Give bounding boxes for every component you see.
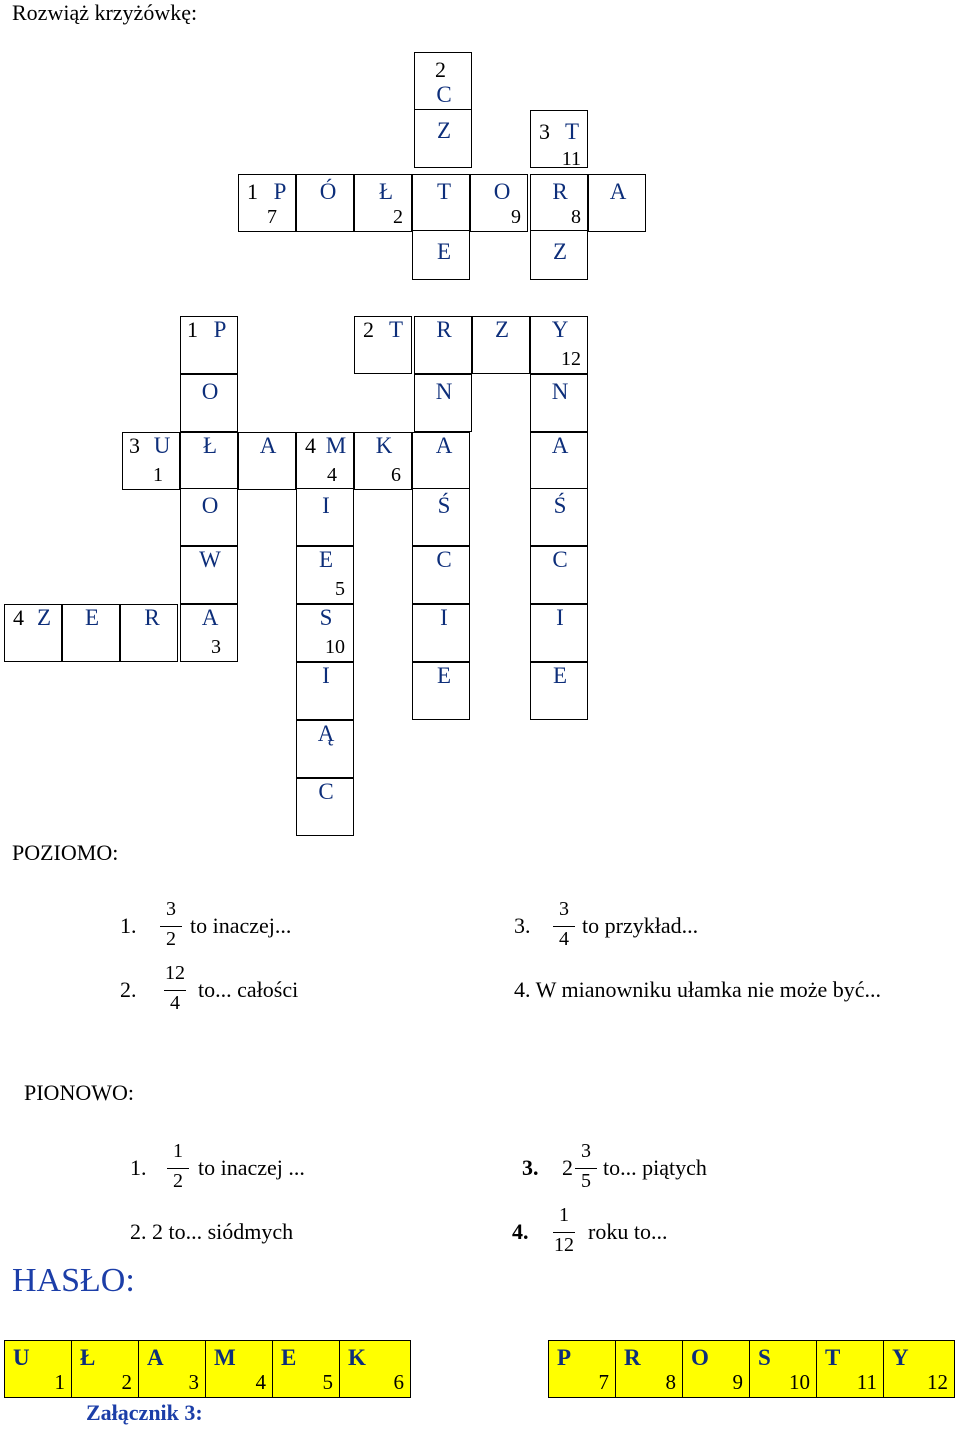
cell-letter: N [551,379,569,404]
password-letter: S [758,1345,771,1370]
numerator: 1 [559,1204,569,1226]
solution-number: 4 [327,464,337,486]
fraction-bar [160,926,182,927]
clue-number: 2. [120,977,137,1002]
crossword-cell[interactable] [296,720,354,778]
crossword-cell[interactable] [530,110,588,168]
solution-number: 6 [391,464,401,486]
cell-letter: A [609,179,627,204]
clue-number: 1. [120,913,137,938]
cell-letter: O [493,179,511,204]
password-number: 1 [54,1370,65,1394]
denominator: 12 [554,1234,574,1256]
solution-number: 1 [153,464,163,486]
clue-number: 1. [130,1155,147,1180]
cell-letter: C [552,547,568,572]
solution-number: 9 [511,206,521,228]
page-title: Rozwiąż krzyżówkę: [12,0,198,25]
clue-text: to inaczej ... [198,1155,305,1180]
cell-letter: P [213,317,227,342]
crossword-cell[interactable] [180,546,238,604]
cell-letter: Y [551,317,569,342]
password-cell[interactable] [272,1340,340,1398]
clue-text: to... piątych [603,1155,707,1180]
numerator: 1 [173,1140,183,1162]
crossword-cell[interactable] [122,432,180,490]
crossword-cell[interactable] [414,374,472,432]
numerator: 3 [166,898,176,920]
fraction-bar [575,1168,597,1169]
crossword-cell[interactable] [412,546,470,604]
cell-letter: Ł [202,433,218,458]
denominator: 2 [166,928,176,950]
crossword-cell[interactable] [530,488,588,546]
clue-number: 2 [435,57,446,82]
password-number: 6 [393,1370,404,1394]
crossword-cell[interactable] [412,604,470,662]
clue-number: 3. [522,1155,539,1180]
cell-letter: E [436,663,452,688]
numerator: 3 [559,898,569,920]
pionowo-clue-2: 2. 2 to... siódmych [130,1219,294,1244]
crossword-cell[interactable] [296,546,354,604]
clue-number: 1 [187,317,198,342]
crossword-cell[interactable] [412,662,470,720]
cell-letter: R [144,605,160,630]
crossword-cell[interactable] [296,174,354,232]
cell-letter: Ś [437,493,451,518]
fraction-bar [164,990,186,991]
denominator: 2 [173,1170,183,1192]
clue-number: 3. [514,913,531,938]
crossword-cell[interactable] [296,662,354,720]
cell-letter: P [273,179,287,204]
password-cell[interactable] [816,1340,884,1398]
clue-text: to... całości [198,977,299,1002]
password-letter: Ł [80,1345,96,1370]
cell-letter: Ł [378,179,394,204]
fraction-bar [553,1232,575,1233]
cell-letter: T [436,179,452,204]
clue-number: 4 [13,605,24,630]
password-number: 10 [789,1370,810,1394]
crossword-cell[interactable] [470,174,528,232]
cell-letter: C [318,779,334,804]
crossword-cell[interactable] [412,174,470,232]
numerator: 3 [581,1140,591,1162]
numerator: 12 [165,962,185,984]
password-letter: T [825,1345,841,1370]
password-letter: K [348,1345,366,1370]
password-number: 5 [322,1370,333,1394]
cell-letter: E [318,547,334,572]
cell-letter: I [440,605,448,630]
solution-number: 7 [267,206,277,228]
password-cell[interactable] [615,1340,683,1398]
denominator: 4 [559,928,569,950]
cell-letter: C [436,547,452,572]
crossword-cell[interactable] [412,488,470,546]
password-cell[interactable] [71,1340,139,1398]
password-cell[interactable] [4,1340,72,1398]
cell-letter: Z [36,605,52,630]
crossword-cell[interactable] [180,488,238,546]
password-number: 4 [255,1370,266,1394]
crossword-cell[interactable] [354,432,412,490]
cell-letter: M [325,433,347,458]
cell-letter: K [375,433,393,458]
crossword-cell[interactable] [412,432,470,490]
crossword-cell[interactable] [296,432,354,490]
crossword-cell[interactable] [354,316,412,374]
password-number: 12 [927,1370,948,1394]
solution-number: 5 [335,578,345,600]
solution-number: 11 [561,148,581,170]
crossword-cell[interactable] [530,432,588,490]
password-letter: U [13,1345,30,1370]
clue-text: roku to... [588,1219,668,1244]
solution-number: 12 [561,348,581,370]
password-number: 3 [188,1370,199,1394]
password-cell[interactable] [339,1340,411,1398]
crossword-cell[interactable] [530,546,588,604]
poziomo-clue-4: 4. W mianowniku ułamka nie może być... [514,977,881,1002]
crossword-cell[interactable] [530,662,588,720]
cell-letter: O [201,493,219,518]
crossword-cell[interactable] [414,82,472,168]
crossword-cell[interactable] [238,174,296,232]
denominator: 4 [170,992,180,1014]
crossword-cell[interactable] [4,604,62,662]
cell-letter: A [435,433,453,458]
clue-number: 3 [539,119,550,144]
password-number: 11 [856,1370,877,1394]
password-letter: M [214,1345,236,1370]
crossword-cell[interactable] [296,488,354,546]
password-letter: R [624,1345,641,1370]
cell-letter: C [436,82,452,107]
password-cell[interactable] [548,1340,616,1398]
crossword-cell[interactable] [180,316,238,374]
crossword-cell[interactable] [120,604,178,662]
cell-letter: A [551,433,569,458]
crossword-cell[interactable] [530,316,588,374]
attachment-label: Załącznik 3: [86,1400,203,1425]
solution-number: 2 [393,206,403,228]
crossword-cell[interactable] [296,778,354,836]
crossword-cell[interactable] [588,174,646,232]
solution-number: 8 [571,206,581,228]
mixed-whole: 2 [562,1155,573,1180]
fraction-bar [167,1168,189,1169]
cell-letter: Ą [317,721,335,746]
pionowo-header: PIONOWO: [24,1080,134,1105]
cell-letter: Z [552,239,568,264]
cell-letter: O [201,379,219,404]
cell-letter: A [201,605,219,630]
cell-letter: T [564,119,580,144]
solution-number: 10 [325,636,345,658]
clue-text: to przykład... [582,913,699,938]
cell-letter: I [556,605,564,630]
cell-letter: A [259,433,277,458]
password-number: 8 [665,1370,676,1394]
denominator: 5 [581,1170,591,1192]
crossword-cell[interactable] [414,316,472,374]
cell-letter: E [84,605,100,630]
poziomo-header: POZIOMO: [12,840,119,865]
fraction-bar [553,926,575,927]
crossword-cell[interactable] [530,374,588,432]
crossword-cell[interactable] [530,174,588,232]
password-cell[interactable] [883,1340,955,1398]
password-letter: A [147,1345,164,1370]
cell-letter: Ó [319,179,337,204]
password-letter: E [281,1345,297,1370]
password-letter: P [557,1345,572,1370]
crossword-cell[interactable] [62,604,120,662]
clue-number: 3 [129,433,140,458]
password-cell[interactable] [749,1340,817,1398]
crossword-cell[interactable] [296,604,354,662]
password-cell[interactable] [205,1340,273,1398]
password-cell[interactable] [138,1340,206,1398]
crossword-cell[interactable] [354,174,412,232]
password-cell[interactable] [682,1340,750,1398]
cell-letter: Z [494,317,510,342]
crossword-cell[interactable] [412,230,470,280]
cell-letter: N [435,379,453,404]
password-letter: O [691,1345,709,1370]
cell-letter: Z [436,118,452,143]
cell-letter: Ś [553,493,567,518]
password-number: 9 [732,1370,743,1394]
password-letter: Y [892,1345,909,1370]
clue-text: to inaczej... [190,913,292,938]
crossword-cell[interactable] [180,432,238,490]
clue-number: 4 [305,433,316,458]
password-number: 7 [598,1370,609,1394]
crossword-cell[interactable] [472,316,530,374]
crossword-cell[interactable] [238,432,296,490]
crossword-cell[interactable] [530,230,588,280]
cell-letter: R [552,179,568,204]
clue-number: 4. [512,1219,529,1244]
haslo-label: HASŁO: [12,1262,135,1299]
crossword-cell[interactable] [530,604,588,662]
cell-letter: U [153,433,171,458]
cell-letter: E [552,663,568,688]
cell-letter: R [436,317,452,342]
solution-number: 3 [211,636,221,658]
cell-letter: I [322,663,330,688]
cell-letter: W [199,547,221,572]
cell-letter: S [319,605,333,630]
cell-letter: E [436,239,452,264]
cell-letter: I [322,493,330,518]
password-number: 2 [121,1370,132,1394]
clue-number: 2 [363,317,374,342]
crossword-cell[interactable] [180,604,238,662]
clue-number: 1 [247,179,258,204]
cell-letter: T [388,317,404,342]
crossword-cell[interactable] [180,374,238,432]
